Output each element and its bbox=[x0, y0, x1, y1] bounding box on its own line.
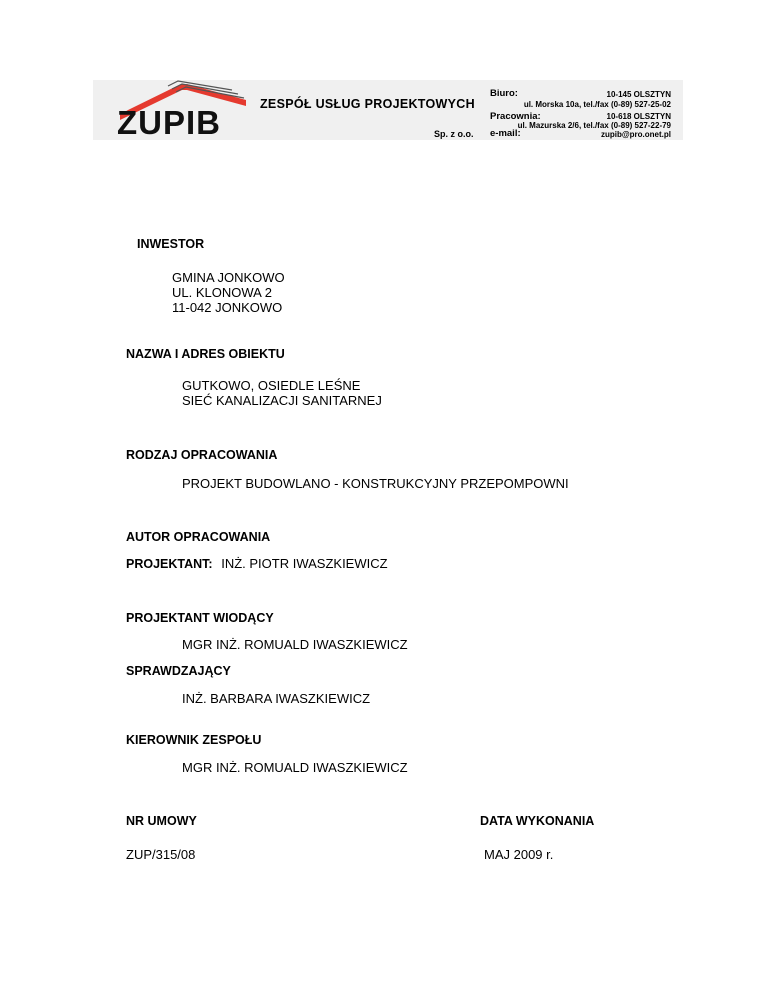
object-line-1: GUTKOWO, OSIEDLE LEŚNE bbox=[182, 378, 361, 393]
team-manager-value: MGR INŻ. ROMUALD IWASZKIEWICZ bbox=[182, 760, 408, 775]
contract-heading: NR UMOWY bbox=[126, 814, 197, 828]
designer-value: INŻ. PIOTR IWASZKIEWICZ bbox=[221, 556, 388, 571]
team-manager-heading: KIEROWNIK ZESPOŁU bbox=[126, 733, 262, 747]
office-label: Biuro: bbox=[490, 88, 518, 99]
investor-line-2: UL. KLONOWA 2 bbox=[172, 285, 272, 300]
checker-value: INŻ. BARBARA IWASZKIEWICZ bbox=[182, 691, 371, 706]
studio-address: ul. Mazurska 2/6, tel./fax (0-89) 527-22-79 bbox=[517, 121, 671, 130]
designer-label: PROJEKTANT: bbox=[126, 557, 213, 571]
author-heading: AUTOR OPRACOWANIA bbox=[126, 530, 271, 544]
company-name: ZESPÓŁ USŁUG PROJEKTOWYCH bbox=[260, 97, 475, 111]
completion-heading: DATA WYKONANIA bbox=[480, 814, 595, 828]
email-label: e-mail: bbox=[490, 128, 521, 139]
logo-text: ZUPIB bbox=[117, 104, 221, 141]
investor-line-1: GMINA JONKOWO bbox=[172, 270, 285, 285]
study-type-value: PROJEKT BUDOWLANO - KONSTRUKCYJNY PRZEPOMPOWNI bbox=[182, 476, 569, 491]
office-city: 10-145 OLSZTYN bbox=[606, 90, 671, 99]
completion-value: MAJ 2009 r. bbox=[484, 847, 554, 862]
studio-city: 10-618 OLSZTYN bbox=[606, 112, 671, 121]
investor-line-3: 11-042 JONKOWO bbox=[172, 300, 283, 315]
company-suffix: Sp. z o.o. bbox=[434, 129, 474, 139]
studio-label: Pracownia: bbox=[490, 111, 541, 122]
contract-value: ZUP/315/08 bbox=[126, 847, 196, 862]
lead-designer-value: MGR INŻ. ROMUALD IWASZKIEWICZ bbox=[182, 637, 408, 652]
office-address: ul. Morska 10a, tel./fax (0-89) 527-25-02 bbox=[523, 100, 671, 109]
object-heading: NAZWA I ADRES OBIEKTU bbox=[126, 347, 285, 361]
checker-heading: SPRAWDZAJĄCY bbox=[126, 664, 231, 678]
designer-row bbox=[126, 556, 388, 571]
study-type-heading: RODZAJ OPRACOWANIA bbox=[126, 448, 278, 462]
object-line-2: SIEĆ KANALIZACJI SANITARNEJ bbox=[182, 393, 382, 408]
investor-heading: INWESTOR bbox=[137, 237, 205, 251]
lead-designer-heading: PROJEKTANT WIODĄCY bbox=[126, 611, 274, 625]
email-value[interactable]: zupib@pro.onet.pl bbox=[600, 130, 671, 139]
